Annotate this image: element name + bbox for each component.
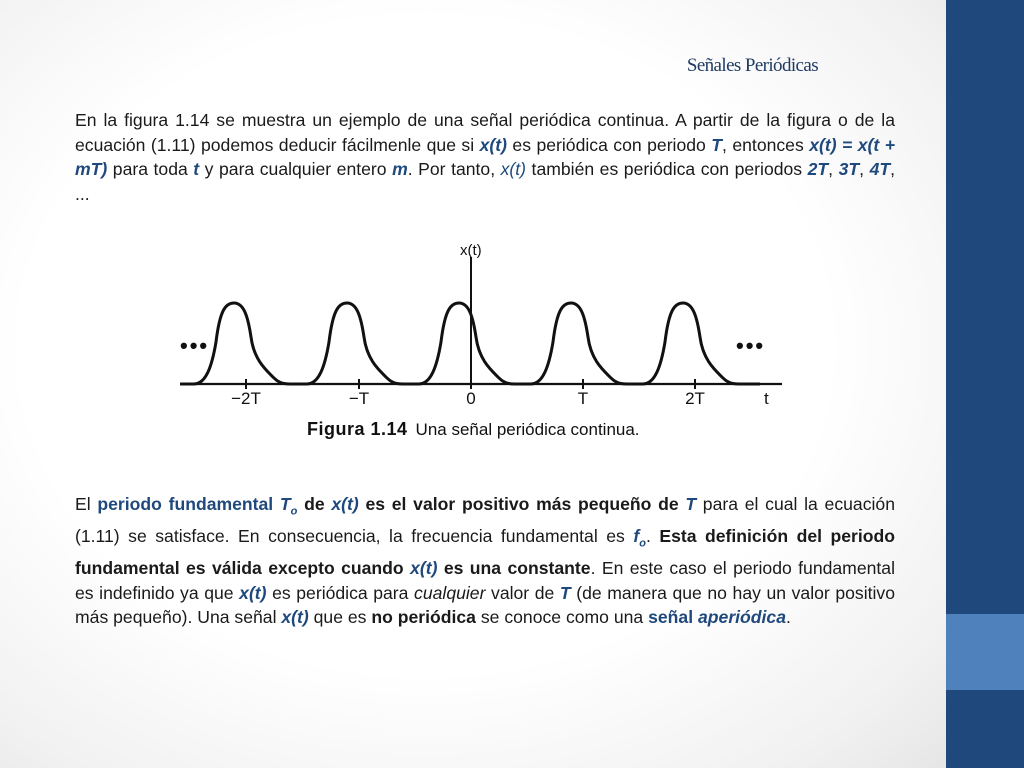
- text-run: , entonces: [722, 134, 810, 155]
- text-run: también es periódica con periodos: [526, 159, 808, 180]
- sidebar-decoration: [946, 0, 1024, 768]
- math-fo: f: [633, 526, 640, 547]
- text-run: para toda: [107, 159, 194, 180]
- text-run: que es: [308, 607, 372, 628]
- math-fo-sub: o: [639, 537, 646, 550]
- math-3T: 3T: [838, 159, 860, 180]
- math-To: T: [273, 494, 291, 514]
- paragraph-fundamental-period: [75, 492, 895, 630]
- math-4T: 4T: [869, 159, 891, 180]
- term-senal: señal: [648, 607, 698, 628]
- math-equation: x(t) = x(t + mT): [75, 134, 895, 180]
- text-run: para el cual la ecuación (1.11) se satisface. En consecuencia, la frecuencia fundamental es: [75, 494, 895, 547]
- text-run: de: [297, 494, 332, 514]
- math-xt: x(t): [331, 494, 359, 514]
- text-run: ,: [859, 159, 870, 180]
- text-run: es el valor positivo más pequeño de: [358, 494, 686, 514]
- math-T: T: [711, 134, 723, 155]
- term-aperiodica: aperiódica: [698, 607, 787, 628]
- sidebar-accent-stripe: [946, 614, 1024, 690]
- paragraph-intro: [75, 108, 895, 206]
- dots-left: •••: [180, 333, 210, 358]
- tick-label-minus-2T: −2T: [231, 389, 261, 408]
- text-run: se conoce como una: [475, 607, 649, 628]
- text-run-bold: es una constante: [437, 558, 591, 579]
- y-axis-label: x(t): [460, 242, 482, 259]
- figure-number: Figura 1.14: [307, 419, 408, 439]
- text-run: valor de: [485, 582, 560, 603]
- figure-caption-text: Una señal periódica continua.: [415, 420, 640, 439]
- math-xt: x(t): [479, 134, 507, 155]
- tick-label-T: T: [577, 389, 589, 408]
- tick-label-zero: 0: [466, 389, 476, 408]
- text-run: . En este caso el periodo fundamental es indefinido ya que: [75, 558, 895, 603]
- text-run: .: [786, 607, 791, 628]
- figure-caption: [307, 419, 640, 440]
- math-xt: x(t): [239, 582, 267, 603]
- text-run: (de manera que no hay un valor positivo más pequeño). Una señal: [75, 582, 895, 628]
- math-T: T: [559, 582, 571, 603]
- math-To-sub: o: [290, 505, 298, 518]
- text-run: es periódica para: [266, 582, 415, 603]
- math-T: T: [685, 494, 697, 514]
- dots-right: •••: [736, 333, 766, 358]
- text-run: , ...: [75, 159, 895, 204]
- math-xt: x(t): [500, 159, 527, 180]
- figure-periodic-signal: [170, 233, 790, 445]
- text-run: En la figura 1.14 se muestra un ejemplo de una señal periódica continua. A partir de la figura o de la ecuación (1.11) podemos deducir fácilmenle que si: [75, 110, 895, 155]
- text-run: . Por tanto,: [407, 159, 501, 180]
- math-2T: 2T: [807, 159, 829, 180]
- text-run: ,: [828, 159, 839, 180]
- term-no-periodica: no periódica: [371, 607, 476, 628]
- text-run: El: [75, 494, 98, 514]
- math-xt: x(t): [410, 558, 438, 579]
- x-axis-label: t: [764, 389, 769, 408]
- text-run: es periódica con periodo: [506, 134, 712, 155]
- math-xt: x(t): [281, 607, 309, 628]
- slide-title: Señales Periódicas: [686, 55, 818, 76]
- text-run-bold: Esta definición del periodo fundamental es válida excepto cuando: [75, 526, 895, 579]
- signal-plot: [170, 233, 790, 445]
- term-periodo-fundamental: periodo fundamental: [97, 494, 274, 514]
- math-t: t: [193, 159, 200, 180]
- text-run: .: [645, 526, 660, 547]
- math-m: m: [392, 159, 408, 180]
- text-run-italic: cualquier: [414, 582, 486, 603]
- text-run: y para cualquier entero: [199, 159, 393, 180]
- tick-label-2T: 2T: [685, 389, 705, 408]
- tick-label-minus-T: −T: [348, 389, 370, 408]
